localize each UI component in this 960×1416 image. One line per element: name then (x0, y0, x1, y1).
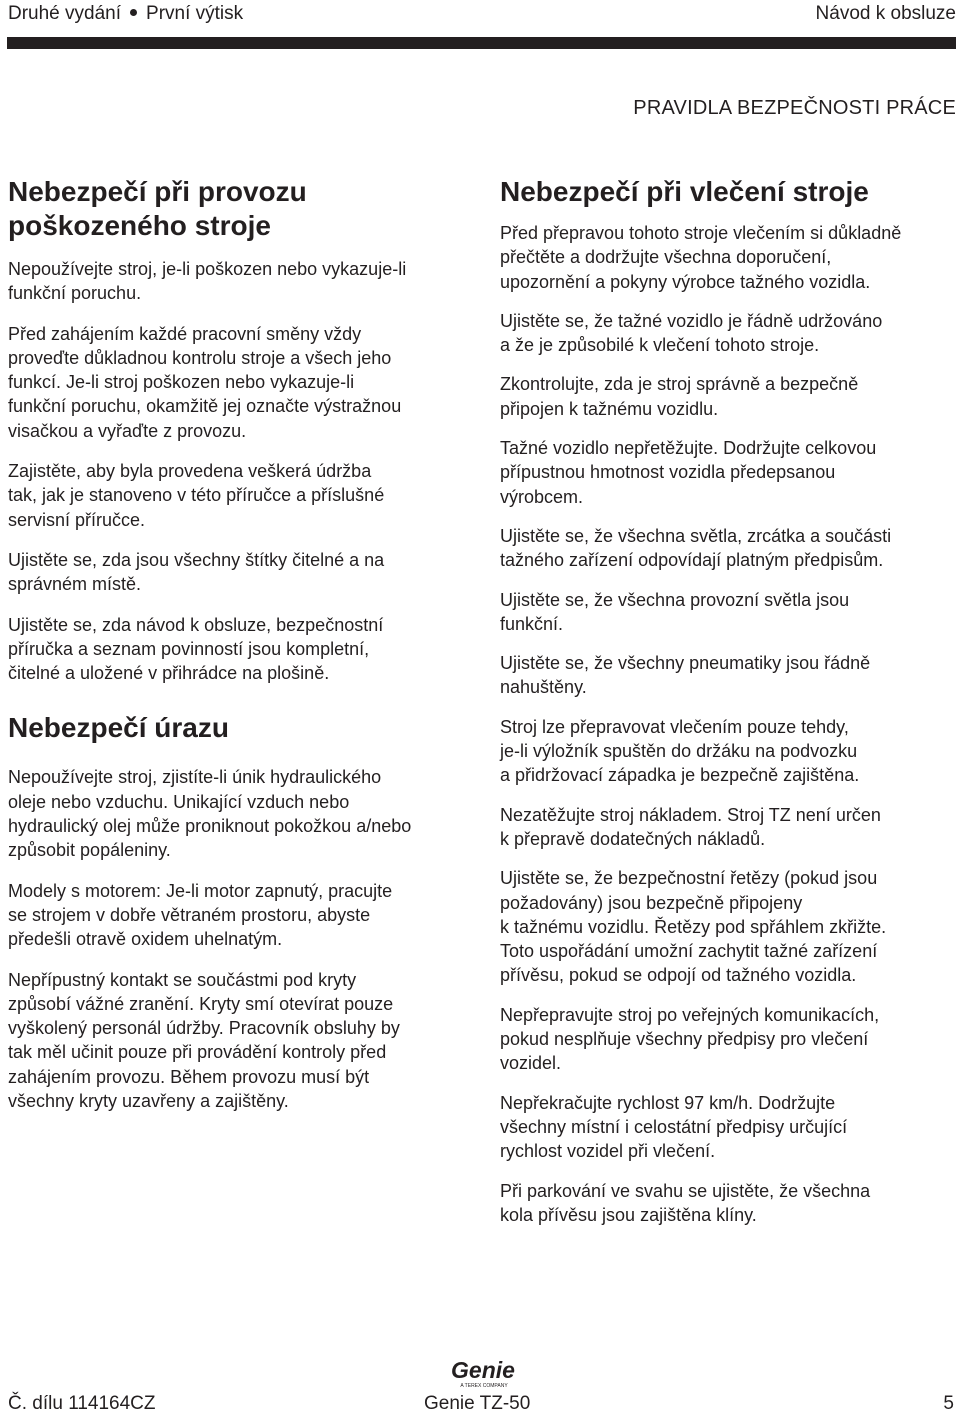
paragraph: Ujistěte se, že tažné vozidlo je řádně udržováno a že je způsobilé k vlečení tohoto stroje. (500, 310, 883, 356)
footer-model: Genie TZ-50 (424, 1393, 531, 1414)
paragraph: Ujistěte se, zda jsou všechny štítky čitelné a na správném místě. (8, 549, 385, 595)
heading-injury: Nebezpečí úrazu (8, 712, 229, 744)
paragraph: Tažné vozidlo nepřetěžujte. Dodržujte celkovou přípustnou hmotnost vozidla předepsanou výrobcem. (500, 438, 877, 507)
right-column (500, 175, 955, 1242)
paragraph: Při parkování ve svahu se ujistěte, že všechna kola přívěsu jsou zajištěna klíny. (500, 1180, 871, 1225)
paragraph: Nepoužívejte stroj, zjistíte-li únik hydraulického oleje nebo vzduchu. Unikající vzduch nebo hydraulický olej může proniknout pokožkou a/nebo způsobit popáleniny. (8, 767, 412, 861)
genie-logo (447, 1356, 519, 1390)
paragraph: Nepřepravujte stroj po veřejných komunikacích, pokud nesplňuje všechny předpisy pro vlečení vozidel. (500, 1004, 880, 1074)
printing-label: První výtisk (146, 3, 244, 24)
paragraph: Stroj lze přepravovat vlečením pouze tehdy, je-li výložník spuštěn do držáku na podvozku a přidržovací západka je bezpečně zajištěna. (500, 716, 860, 786)
bullet-dot-icon (130, 9, 137, 16)
paragraph: Modely s motorem: Je-li motor zapnutý, pracujte se strojem v dobře větraném prostoru, abyste předešli otravě oxidem uhelnatým. (8, 880, 393, 950)
left-column (8, 175, 478, 1129)
paragraph: Před přepravou tohoto stroje vlečením si důkladně přečtěte a dodržujte všechna doporučení, upozornění a pokyny výrobce tažného vozidla. (500, 223, 902, 292)
header-manual-title: Návod k obsluze (815, 3, 956, 24)
section-label: PRAVIDLA BEZPEČNOSTI PRÁCE (633, 97, 956, 119)
logo-tagline-text: A TEREX COMPANY (460, 1383, 508, 1389)
paragraph: Ujistěte se, že všechna světla, zrcátka a součásti tažného zařízení odpovídají platným předpisům. (500, 525, 892, 571)
paragraph: Ujistěte se, že všechny pneumatiky jsou řádně nahuštěny. (500, 653, 871, 698)
footer-part-number: Č. dílu 114164CZ (8, 1393, 156, 1414)
logo-brand-text: Genie (451, 1357, 515, 1383)
paragraph: Zkontrolujte, zda je stroj správně a bezpečně připojen k tažnému vozidlu. (500, 374, 859, 419)
heading-damaged-machine: Nebezpečí při provozu poškozeného stroje (8, 176, 307, 241)
header-rule (7, 37, 956, 49)
paragraph: Před zahájením každé pracovní směny vždy proveďte důkladnou kontrolu stroje a všech jeho funkcí. Je-li stroj poškozen nebo vykazuje-li funkční poruchu, okamžitě jej označte výstražnou visačkou a vyřaďte z provozu. (8, 323, 402, 441)
paragraph: Nepřípustný kontakt se součástmi pod kryty způsobí vážné zranění. Kryty smí otevírat pouze vyškolený personál údržby. Pracovník obsluhy by tak měl učinit pouze při provádění kontroly před zahájením provozu. Během provozu musí být všechny kryty uzavřeny a zajištěny. (8, 969, 400, 1112)
paragraph: Zajistěte, aby byla provedena veškerá údržba tak, jak je stanoveno v této příručce a příslušné servisní příručce. (8, 461, 385, 530)
header-edition (8, 3, 243, 25)
paragraph: Ujistěte se, že bezpečnostní řetězy (pokud jsou požadovány) jsou bezpečně připojeny k tažnému vozidlu. Řetězy pod spřáhlem zkřižte. Toto uspořádání umožní zachytit tažné zařízení přívěsu, pokud se odpojí od tažného vozidla. (500, 868, 887, 986)
paragraph: Nepřekračujte rychlost 97 km/h. Dodržujte všechny místní i celostátní předpisy určující rychlost vozidel při vlečení. (500, 1092, 848, 1162)
paragraph: Ujistěte se, zda návod k obsluze, bezpečnostní příručka a seznam povinností jsou kompletní, čitelné a uložené v přihrádce na plošině. (8, 614, 384, 684)
paragraph: Ujistěte se, že všechna provozní světla jsou funkční. (500, 589, 850, 634)
paragraph: Nepoužívejte stroj, je-li poškozen nebo vykazuje-li funkční poruchu. (8, 259, 407, 304)
edition-label: Druhé vydání (8, 3, 122, 24)
footer-page-number: 5 (943, 1393, 954, 1414)
paragraph: Nezatěžujte stroj nákladem. Stroj TZ není určen k přepravě dodatečných nákladů. (500, 804, 881, 849)
heading-towing: Nebezpečí při vlečení stroje (500, 176, 869, 207)
